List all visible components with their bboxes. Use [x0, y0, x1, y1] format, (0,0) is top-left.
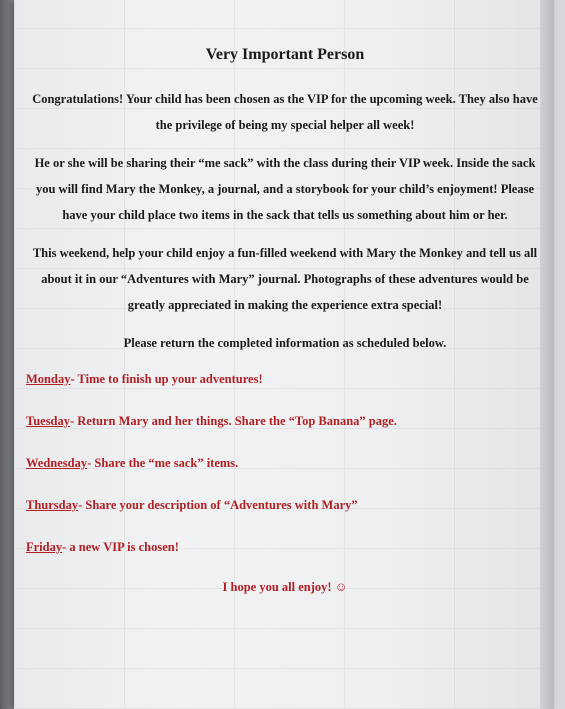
schedule-day: Monday: [26, 372, 71, 386]
paragraph-me-sack: He or she will be sharing their “me sack” with the class during their VIP week. Inside the sack you will find Mary the Monkey, a journal, and a storybook for your child’s enjoyment! Please have your child place two items in the sack that tells us something about him or her.: [34, 156, 536, 222]
schedule-item-friday: [26, 536, 552, 578]
schedule-text: - Share your description of “Adventures with Mary”: [78, 498, 358, 512]
paragraph-return-info: Please return the completed information as scheduled below.: [123, 336, 447, 350]
closing-text: I hope you all enjoy!: [222, 580, 332, 594]
schedule-text: - a new VIP is chosen!: [62, 540, 179, 554]
schedule-list: [18, 368, 552, 578]
paragraph-weekend: This weekend, help your child enjoy a fun-filled weekend with Mary the Monkey and tell us all about it in our “Adventures with Mary” journal. Photographs of these adventures would be greatly appreciated in making the experience extra special!: [32, 246, 538, 312]
schedule-day: Friday: [26, 540, 63, 554]
paragraph-congratulations: Congratulations! Your child has been chosen as the VIP for the upcoming week. They also have the privilege of being my special helper all week!: [32, 92, 538, 132]
page-title: Very Important Person: [205, 46, 365, 63]
schedule-day: Thursday: [26, 498, 79, 512]
paper-sheet: [14, 0, 554, 709]
schedule-text: - Time to finish up your adventures!: [70, 372, 263, 386]
schedule-text: - Share the “me sack” items.: [87, 456, 239, 470]
closing-line: [18, 580, 552, 595]
schedule-day: Wednesday: [26, 456, 88, 470]
schedule-item-wednesday: [26, 452, 552, 494]
smiley-icon: ☺: [334, 580, 348, 594]
schedule-text: - Return Mary and her things. Share the “Top Banana” page.: [70, 414, 397, 428]
letter-content: [18, 46, 552, 595]
schedule-day: Tuesday: [26, 414, 71, 428]
schedule-item-thursday: [26, 494, 552, 536]
schedule-item-tuesday: [26, 410, 552, 452]
schedule-item-monday: [26, 368, 552, 410]
